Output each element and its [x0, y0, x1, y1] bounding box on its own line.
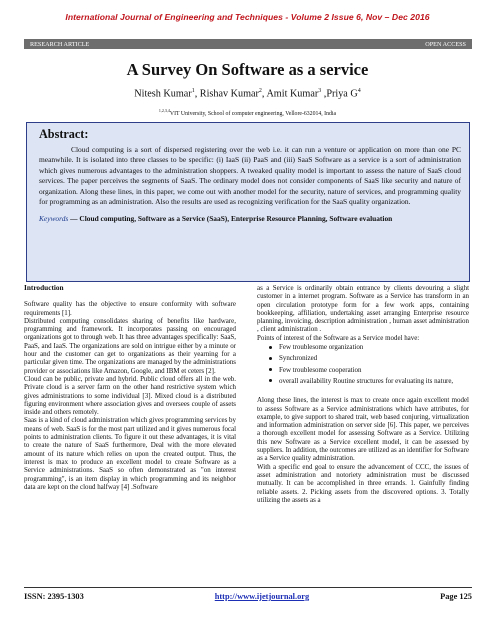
open-access-label: OPEN ACCESS	[425, 40, 466, 48]
list-item: Synchronized	[257, 354, 469, 362]
affiliation-text: VIT University, School of computer engineering, Vellore-632014, India	[169, 110, 337, 117]
advantages-list	[257, 343, 469, 385]
section-heading-introduction: Introduction	[24, 283, 64, 292]
abstract-box	[26, 122, 470, 282]
issn: ISSN: 2395-1303	[24, 592, 84, 601]
keywords-separator: —	[68, 214, 80, 224]
author-list	[0, 88, 495, 99]
author-name: Priya G	[326, 88, 358, 100]
journal-header: International Journal of Engineering and Techniques - Volume 2 Issue 6, Nov – Dec 2016	[65, 12, 430, 22]
page-number: Page 125	[440, 592, 472, 601]
author-name: Nitesh Kumar	[134, 88, 192, 100]
keywords	[39, 214, 461, 224]
affiliation	[0, 108, 495, 117]
affiliation-sup: 1,2,3,4	[158, 108, 170, 113]
paragraph: Saas is a kind of cloud administration which gives programming services by means of web. SaaS is for the most part utilized and it gives numerous focal points to administration clients. To figure it out these advantages, it is vital to create the nature of SaaS furthermore, Deal with the more elevated amount of its nature which relies on upon the created output. Thus, the interest is max to produce an excellent model to create Software as a Service administrations. SaaS so often demonstrated as "on interest programming", is an item display in which programming and its neighbor data are kept on the cloud halfway [4] .Software	[24, 416, 236, 491]
author-sup: 4	[357, 88, 361, 94]
journal-link[interactable]: http://www.ijetjournal.org	[214, 592, 310, 601]
list-item: Few troublesome organization	[257, 343, 469, 351]
author-separator: ,	[194, 88, 200, 100]
list-item: overall availability Routine structures for evaluating its nature,	[257, 377, 469, 385]
paragraph: Along these lines, the interest is max to create once again excellent model to assess Software as a Service administrations which have attributes, for example, to give support to shared trait, web based conjuring, virtualization and information administration on server side [6]. This paper, we perceives a thorough excellent model for assessing Software as a Service. Utilizing this new Software as a Service excellent model, it can be assessed by suppliers. In addition, the outcomes are utilized as an identifier for Software as a Service quality administration.	[257, 396, 469, 463]
list-item: Few troublesome cooperation	[257, 366, 469, 374]
paragraph: With a specific end goal to ensure the advancement of CCC, the issues of asset administration and notoriety administration must be discussed mutually. It can be accomplished in three errands. 1. Gainfully finding reliable assets. 2. Picking assets from the discovered options. 3. Totally utilizing the assets as a	[257, 462, 469, 504]
page-footer	[24, 592, 472, 601]
paragraph: as a Service is ordinarily obtain entrance by clients devouring a slight customer in a internet program. Software as a Service has transform in an open circulation prototype form for a few work apps, containing bookkeeping, affiliation, undertaking asset arranging Enterprise resource planning, invoicing, description administration , human asset administration , client administration .	[257, 284, 469, 334]
paragraph: Distributed computing consolidates sharing of benefits like hardware, programming and framework. It incorporates passing on encouraged organizations got to through web. It has three advantages specifically: SaaS, PaaS, and IaaS. The organizations are sold on intrigue either by a minute or hour and the customer can get to organizations as their yearning for a particular given time. The organizations are managed by the administrations provider or associations like Amazon, Google, and IBM et ceters [2].	[24, 316, 236, 375]
author-separator: ,	[321, 88, 327, 100]
author-sup: 1	[191, 88, 195, 94]
keywords-label: Keywords	[39, 214, 69, 224]
author-name: Amit Kumar	[266, 88, 319, 100]
keywords-values: Cloud computing, Software as a Service (SaaS), Enterprise Resource Planning, Software evaluation	[79, 214, 393, 224]
left-column	[24, 284, 236, 491]
footer-divider	[24, 587, 472, 588]
research-article-label: RESEARCH ARTICLE	[30, 40, 90, 48]
abstract-heading: Abstract:	[39, 127, 89, 141]
abstract-text: Cloud computing is a sort of dispersed registering over the web i.e. it can run a venture or application on more than one PC meanwhile. It is isolated into three classes to be specific: (i) IaaS (ii) PaaS and (iii) SaaS Software as a service is a sort of administration which gives numerous advantages to the administration shoppers. A tweaked quality model is important to assess the nature of SaaS cloud services. The paper perceives the segments of SaaS. The ordinary model does not consider components of SaaS like security and nature of organization. Along these lines, in this paper, we come out with another model for the security, nature of services, and programming quality for programming as an administration. Also the results are used as recognizing verification for the SaaS quality organization.	[39, 145, 461, 207]
paragraph: Cloud can be public, private and hybrid. Public cloud offers all in the web. Private cloud is a server farm on the other hand restrictive system which gives administrations to some individual [3]. Mixed cloud is a distributed figuring environment where association gives and oversees couple of assets inside and others remotely.	[24, 374, 236, 417]
right-column	[257, 284, 469, 504]
author-sup: 3	[318, 88, 322, 94]
article-type-ribbon	[24, 39, 472, 49]
author-sup: 2	[258, 88, 262, 94]
author-name: Rishav Kumar	[199, 88, 259, 100]
list-intro: Points of interest of the Software as a Service model have:	[257, 333, 420, 342]
paper-title: A Survey On Software as a service	[126, 60, 369, 79]
paragraph-gap	[257, 388, 469, 396]
author-separator: ,	[261, 88, 267, 100]
paragraph: Software quality has the objective to ensure conformity with software requirements [1].	[24, 300, 236, 317]
